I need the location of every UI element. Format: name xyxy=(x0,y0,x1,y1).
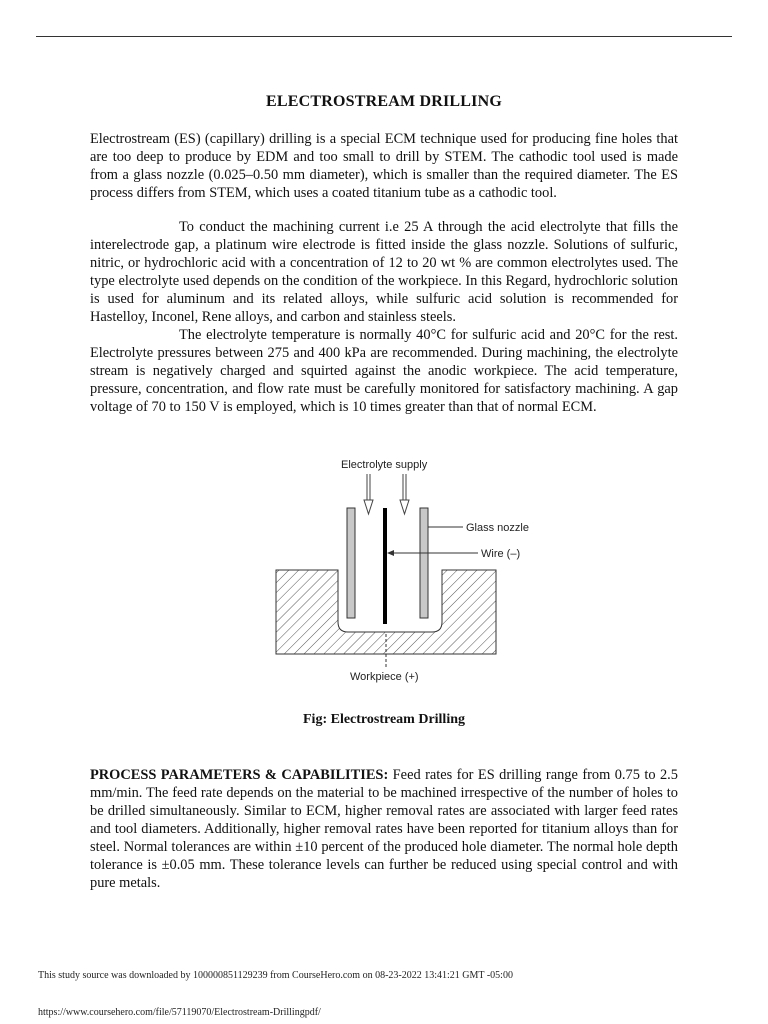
electrostream-diagram xyxy=(268,452,548,688)
glass-nozzle-left xyxy=(347,508,355,618)
glass-nozzle-right xyxy=(420,508,428,618)
figure-caption: Fig: Electrostream Drilling xyxy=(303,712,465,727)
paragraph-intro: Electrostream (ES) (capillary) drilling is a special ECM technique used for producing fine holes that are too deep to produce by EDM and too small to drill by STEM. The cathodic tool used is made from a glass nozzle (0.025–0.50 mm diameter), which is smaller than the required diameter. The ES process differs from STEM, which uses a coated titanium tube as a cathodic tool. xyxy=(90,131,678,201)
section-heading: PROCESS PARAMETERS & CAPABILITIES: xyxy=(90,767,389,783)
paragraph-current: To conduct the machining current i.e 25 A through the acid electrolyte that fills the interelectrode gap, a platinum wire electrode is fitted inside the glass nozzle. Solutions of sulfuric, nitric, or hydrochloric acid with a concentration of 12 to 20 wt % are common electrolytes used. The type electrolyte used depends on the condition of the workpiece. In this Regard, hydrochloric solution is used for aluminum and its related alloys, while sulfuric acid solution is recommended for Hastelloy, Inconel, Rene alloys, and carbon and stainless steels. xyxy=(90,219,678,325)
process-parameters-text: Feed rates for ES drilling range from 0.75 to 2.5 mm/min. The feed rate depends on the material to be machined irrespective of the number of holes to be drilled simultaneously. Similar to ECM, higher removal rates are associated with larger feed rates and tool diameters. Additionally, higher removal rates have been reported for titanium alloys than for steel. Normal tolerances are within ±10 percent of the produced hole diameter. The normal hole depth tolerance is ±0.05 mm. These tolerance levels can further be reduced using special control and with pure metals. xyxy=(90,767,678,891)
label-wire: Wire (–) xyxy=(481,548,521,560)
electrolyte-arrow-right xyxy=(400,474,409,514)
paragraph-temperature: The electrolyte temperature is normally 40°C for sulfuric acid and 20°C for the rest. Electrolyte pressures between 275 and 400 kPa are recommended. During machining, the electrolyte stream is negatively charged and squirted against the anodic workpiece. The acid temperature, pressure, concentration, and flow rate must be carefully monitored for satisfactory machining. A gap voltage of 70 to 150 V is employed, which is 10 times greater than that of normal ECM. xyxy=(90,327,678,415)
label-workpiece: Workpiece (+) xyxy=(350,671,419,683)
source-url[interactable]: https://www.coursehero.com/file/57119070/Electrostream-Drillingpdf/ xyxy=(38,1007,321,1018)
electrolyte-arrow-left xyxy=(364,474,373,514)
wire-electrode xyxy=(383,508,387,624)
page-title: ELECTROSTREAM DRILLING xyxy=(265,93,502,110)
paragraph-process-parameters xyxy=(90,766,678,892)
top-rule xyxy=(36,36,732,37)
label-glass-nozzle: Glass nozzle xyxy=(466,522,529,534)
download-notice: This study source was downloaded by 100000851129239 from CourseHero.com on 08-23-2022 13:41:21 GMT -05:00 xyxy=(38,970,513,981)
label-electrolyte-supply: Electrolyte supply xyxy=(341,459,428,471)
